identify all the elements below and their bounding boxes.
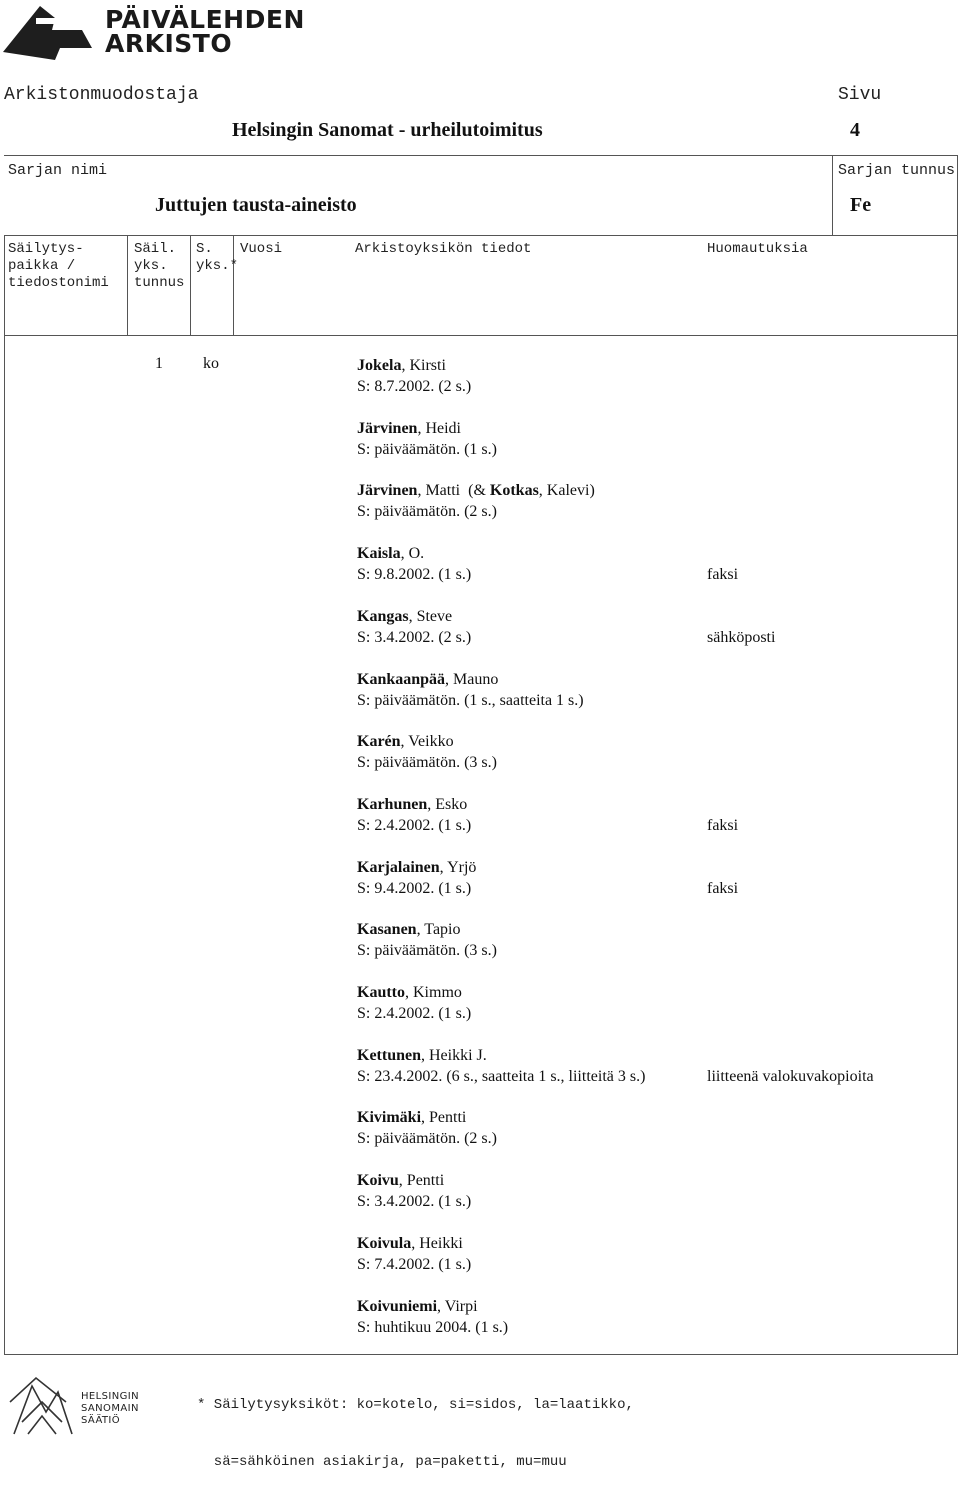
entry-date-line: S: päiväämätön. (3 s.) xyxy=(357,942,497,959)
table-left-border xyxy=(4,235,5,1355)
entry-name-line xyxy=(357,1107,497,1128)
footer-note xyxy=(197,1358,634,1491)
column-header-location xyxy=(8,241,109,292)
entry-surname: Kasanen xyxy=(357,921,417,938)
entry-surname: Jokela xyxy=(357,357,402,374)
entry-item xyxy=(357,731,497,773)
footer-note-line: sä=sähköinen asiakirja, pa=paketti, mu=muu xyxy=(197,1454,567,1470)
entry-name-line xyxy=(357,355,471,376)
entry-item xyxy=(357,606,471,648)
entry-given-name: , Matti (& xyxy=(417,482,490,499)
entry-surname: Kivimäki xyxy=(357,1109,422,1126)
entry-item xyxy=(357,480,595,522)
entry-given-name: , Yrjö xyxy=(439,859,477,876)
entry-surname: Kangas xyxy=(357,608,409,625)
entry-remark: faksi xyxy=(707,880,739,897)
entry-remark: sähköposti xyxy=(707,629,776,646)
helsingin-sanomain-saatio-seal-icon xyxy=(6,1372,78,1444)
entry-given-name: , Heikki xyxy=(411,1235,463,1252)
column-header-unit-type-line: S. xyxy=(196,241,213,257)
entry-name-line xyxy=(357,669,584,690)
entry-given-name-secondary: , Kalevi) xyxy=(538,482,595,499)
entry-date-line: S: päiväämätön. (2 s.) xyxy=(357,503,497,520)
entry-name-line xyxy=(357,1170,471,1191)
entry-remark: faksi xyxy=(707,566,739,583)
entry-given-name: , Pentti xyxy=(398,1172,445,1189)
entry-given-name: , Esko xyxy=(427,796,468,813)
footer-logo-line: SANOMAIN xyxy=(81,1403,139,1414)
entry-name-line xyxy=(357,1233,471,1254)
entry-item xyxy=(357,418,497,460)
table-bottom-line xyxy=(4,1354,958,1355)
right-border-top xyxy=(957,155,958,235)
entry-date-line: S: 8.7.2002. (2 s.) xyxy=(357,378,472,395)
entry-given-name: , Kirsti xyxy=(401,357,446,374)
entry-name-line xyxy=(357,418,497,439)
entry-given-name: , Pentti xyxy=(421,1109,467,1126)
creator-label: Arkistonmuodostaja xyxy=(4,85,199,105)
entry-surname: Koivula xyxy=(357,1235,412,1252)
entry-name-line xyxy=(357,731,497,752)
entry-given-name: , Steve xyxy=(408,608,453,625)
entry-date-line: S: huhtikuu 2004. (1 s.) xyxy=(357,1319,509,1336)
page-label: Sivu xyxy=(838,85,882,105)
col-divider-2 xyxy=(190,235,191,335)
divider-top xyxy=(4,155,958,156)
page-number: 4 xyxy=(850,119,860,141)
entry-item xyxy=(357,794,471,836)
entry-remark: liitteenä valokuvakopioita xyxy=(707,1068,874,1085)
entry-surname: Karhunen xyxy=(357,796,428,813)
column-header-location-line: paikka / xyxy=(8,258,76,274)
column-header-location-line: tiedostonimi xyxy=(8,275,109,291)
entry-name-line xyxy=(357,480,595,501)
logo-line-1: PÄIVÄLEHDEN xyxy=(105,5,305,34)
entry-item xyxy=(357,355,471,397)
entry-name-line xyxy=(357,919,497,940)
table-header-top-line xyxy=(4,235,958,236)
entry-given-name: , Tapio xyxy=(416,921,461,938)
series-id-label: Sarjan tunnus xyxy=(838,162,956,179)
entry-item xyxy=(357,982,471,1024)
column-header-remarks: Huomautuksia xyxy=(707,241,808,257)
entry-date-line: S: 2.4.2002. (1 s.) xyxy=(357,817,472,834)
logo-line-2: ARKISTO xyxy=(105,29,233,58)
entry-date-line: S: 9.4.2002. (1 s.) xyxy=(357,880,472,897)
column-header-unit-id-line: tunnus xyxy=(134,275,185,291)
entry-given-name: , Veikko xyxy=(400,733,454,750)
entry-surname-secondary: Kotkas xyxy=(489,482,539,499)
column-header-unit-id-line: Säil. xyxy=(134,241,177,257)
entry-date-line: S: päiväämätön. (3 s.) xyxy=(357,754,497,771)
entry-item xyxy=(357,1296,508,1338)
paivalehden-arkisto-logo-icon xyxy=(0,0,96,60)
entry-name-line xyxy=(357,857,476,878)
entry-surname: Kaisla xyxy=(357,545,401,562)
unit-id-value: 1 xyxy=(155,355,163,372)
column-header-unit-id xyxy=(134,241,184,292)
entry-surname: Järvinen xyxy=(357,482,418,499)
entry-surname: Kettunen xyxy=(357,1047,421,1064)
entry-name-line xyxy=(357,982,471,1003)
entry-item xyxy=(357,1045,645,1087)
column-header-details: Arkistoyksikön tiedot xyxy=(355,241,532,257)
footer-note-line: * Säilytysyksiköt: ko=kotelo, si=sidos, la=laatikko, xyxy=(197,1397,634,1413)
creator-name: Helsingin Sanomat - urheilutoimitus xyxy=(232,119,543,141)
col-divider-1 xyxy=(127,235,128,335)
entry-given-name: , O. xyxy=(400,545,425,562)
entry-surname: Kankaanpää xyxy=(357,671,446,688)
table-header-bottom-line xyxy=(4,335,958,336)
entry-surname: Järvinen xyxy=(357,420,418,437)
column-header-unit-type xyxy=(196,241,238,275)
entry-date-line: S: 7.4.2002. (1 s.) xyxy=(357,1256,472,1273)
entry-surname: Karén xyxy=(357,733,401,750)
entry-date-line: S: 3.4.2002. (2 s.) xyxy=(357,629,472,646)
entry-item xyxy=(357,1170,471,1212)
column-header-unit-id-line: yks. xyxy=(134,258,168,274)
entry-date-line: S: 9.8.2002. (1 s.) xyxy=(357,566,472,583)
entry-date-line: S: 23.4.2002. (6 s., saatteita 1 s., liitteitä 3 s.) xyxy=(357,1068,646,1085)
footer-logo-text xyxy=(81,1391,139,1427)
entry-date-line: S: päiväämätön. (1 s., saatteita 1 s.) xyxy=(357,692,584,709)
entry-date-line: S: 2.4.2002. (1 s.) xyxy=(357,1005,472,1022)
series-name: Juttujen tausta-aineisto xyxy=(155,194,357,216)
entry-item xyxy=(357,543,471,585)
column-header-year: Vuosi xyxy=(240,241,283,257)
entry-item xyxy=(357,919,497,961)
entry-name-line xyxy=(357,1296,508,1317)
unit-type-value: ko xyxy=(203,355,219,372)
entry-date-line: S: päiväämätön. (2 s.) xyxy=(357,1130,497,1147)
entry-given-name: , Heikki J. xyxy=(421,1047,487,1064)
entry-item xyxy=(357,1233,471,1275)
table-right-border xyxy=(957,235,958,1355)
entry-item xyxy=(357,857,476,899)
entry-item xyxy=(357,669,584,711)
entry-item xyxy=(357,1107,497,1149)
entry-date-line: S: 3.4.2002. (1 s.) xyxy=(357,1193,472,1210)
entry-surname: Koivu xyxy=(357,1172,399,1189)
entry-given-name: , Mauno xyxy=(445,671,499,688)
entry-name-line xyxy=(357,543,471,564)
entry-date-line: S: päiväämätön. (1 s.) xyxy=(357,441,497,458)
entry-given-name: , Virpi xyxy=(437,1298,478,1315)
column-header-unit-type-line: yks.* xyxy=(196,258,239,274)
entry-name-line xyxy=(357,794,471,815)
entry-surname: Kautto xyxy=(357,984,405,1001)
entry-given-name: , Kimmo xyxy=(405,984,462,1001)
footer-logo-line: HELSINGIN xyxy=(81,1391,139,1402)
series-id: Fe xyxy=(850,194,872,216)
series-name-label: Sarjan nimi xyxy=(8,162,108,179)
entry-surname: Karjalainen xyxy=(357,859,440,876)
entry-given-name: , Heidi xyxy=(417,420,461,437)
column-header-location-line: Säilytys- xyxy=(8,241,84,257)
series-id-divider xyxy=(832,155,833,235)
entry-name-line xyxy=(357,1045,645,1066)
entry-surname: Koivuniemi xyxy=(357,1298,438,1315)
entry-name-line xyxy=(357,606,471,627)
footer-logo-line: SÄÄTIÖ xyxy=(81,1415,121,1426)
entry-remark: faksi xyxy=(707,817,739,834)
